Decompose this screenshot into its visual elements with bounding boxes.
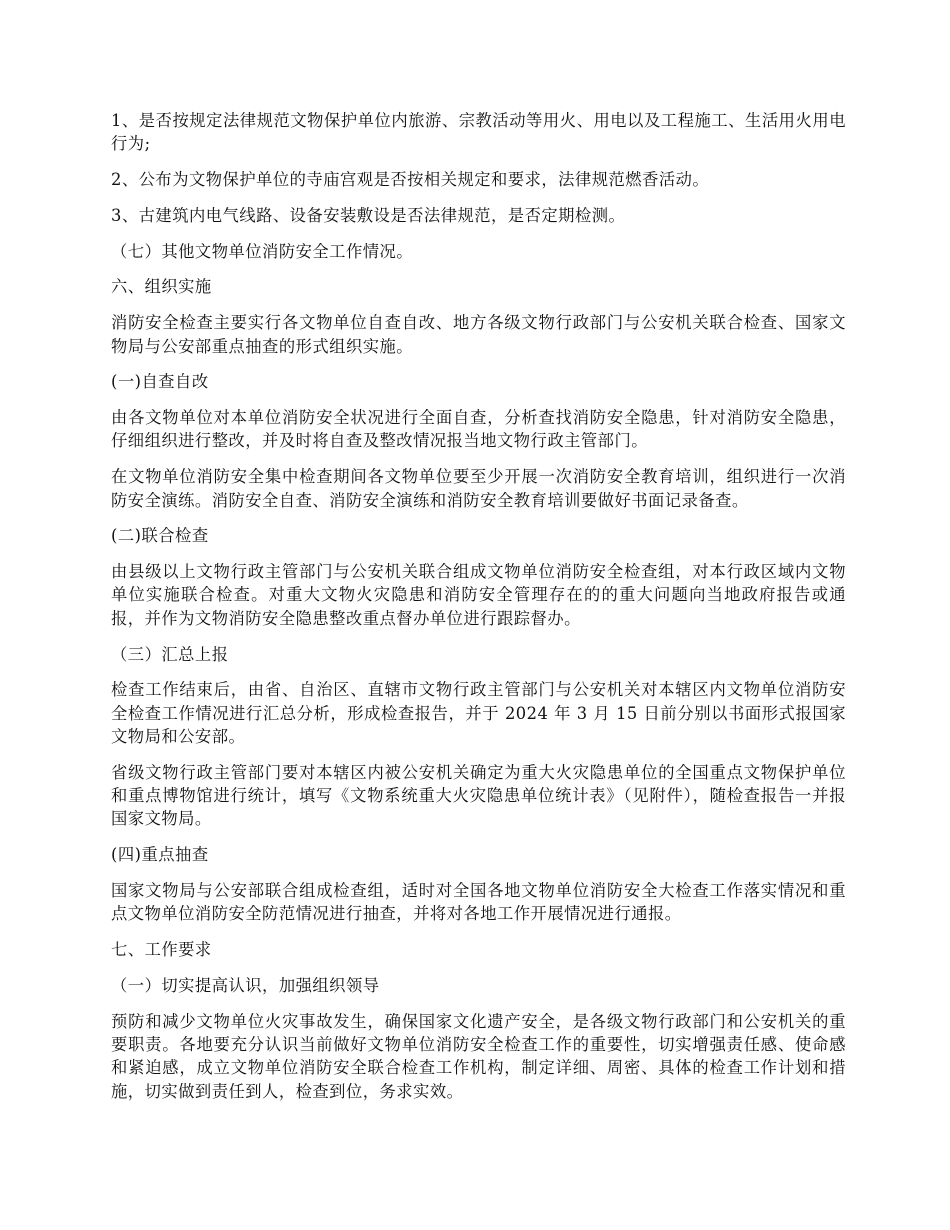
body-paragraph: 预防和减少文物单位火灾事故发生，确保国家文化遗产安全，是各级文物行政部门和公安机关的重要职责。各地要充分认识当前做好文物单位消防安全检查工作的重要性，切实增强责任感、使命感和紧迫感，成立文物单位消防安全联合检查工作机构，制定详细、周密、具体的检查工作计划和措施，切实做到责任到人，检查到位，务求实效。 <box>111 1011 846 1101</box>
list-item-3: 3、古建筑内电气线路、设备安装敷设是否法律规范，是否定期检测。 <box>111 205 626 225</box>
body-paragraph: 由各文物单位对本单位消防安全状况进行全面自查，分析查找消防安全隐患，针对消防安全隐患，仔细组织进行整改，并及时将自查及整改情况报当地文物行政主管部门。 <box>111 408 846 451</box>
subheading-other-situations: （七）其他文物单位消防安全工作情况。 <box>111 241 414 261</box>
document-body <box>111 109 846 1115</box>
subheading-raise-awareness: （一）切实提高认识，加强组织领导 <box>111 975 380 995</box>
body-paragraph: 国家文物局与公安部联合组成检查组，适时对全国各地文物单位消防安全大检查工作落实情况和重点文物单位消防安全防范情况进行抽查，并将对各地工作开展情况进行通报。 <box>111 880 846 924</box>
list-item-2: 2、公布为文物保护单位的寺庙宫观是否按相关规定和要求，法律规范燃香活动。 <box>111 170 710 190</box>
body-paragraph: 检查工作结束后，由省、自治区、直辖市文物行政主管部门与公安机关对本辖区内文物单位消防安全检查工作情况进行汇总分析，形成检查报告，并于 2024 年 3 月 15 日前分别以书面形式报国家文物局和公安部。 <box>111 680 846 746</box>
body-paragraph: 在文物单位消防安全集中检查期间各文物单位要至少开展一次消防安全教育培训，组织进行一次消防安全演练。消防安全自查、消防安全演练和消防安全教育培训要做好书面记录备查。 <box>111 467 846 510</box>
body-paragraph: 省级文物行政主管部门要对本辖区内被公安机关确定为重大火灾隐患单位的全国重点文物保护单位和重点博物馆进行统计，填写《文物系统重大火灾隐患单位统计表》（见附件），随检查报告一并报国家文物局。 <box>111 762 846 829</box>
body-paragraph: 由县级以上文物行政主管部门与公安机关联合组成文物单位消防安全检查组，对本行政区域内文物单位实施联合检查。对重大文物火灾隐患和消防安全管理存在的的重大问题向当地政府报告或通报，并作为文物消防安全隐患整改重点督办单位进行跟踪督办。 <box>111 562 846 628</box>
list-item-1: 1、是否按规定法律规范文物保护单位内旅游、宗教活动等用火、用电以及工程施工、生活用火用电行为; <box>111 111 846 154</box>
subheading-key-spot-check: (四)重点抽查 <box>111 845 209 865</box>
body-paragraph: 消防安全检查主要实行各文物单位自查自改、地方各级文物行政部门与公安机关联合检查、国家文物局与公安部重点抽查的形式组织实施。 <box>111 313 846 356</box>
subheading-self-inspection: (一)自查自改 <box>111 372 209 392</box>
subheading-summary-report: （三）汇总上报 <box>111 644 229 664</box>
section-heading-requirements: 七、工作要求 <box>111 940 212 960</box>
section-heading-organization: 六、组织实施 <box>111 277 212 297</box>
subheading-joint-inspection: (二)联合检查 <box>111 526 209 546</box>
